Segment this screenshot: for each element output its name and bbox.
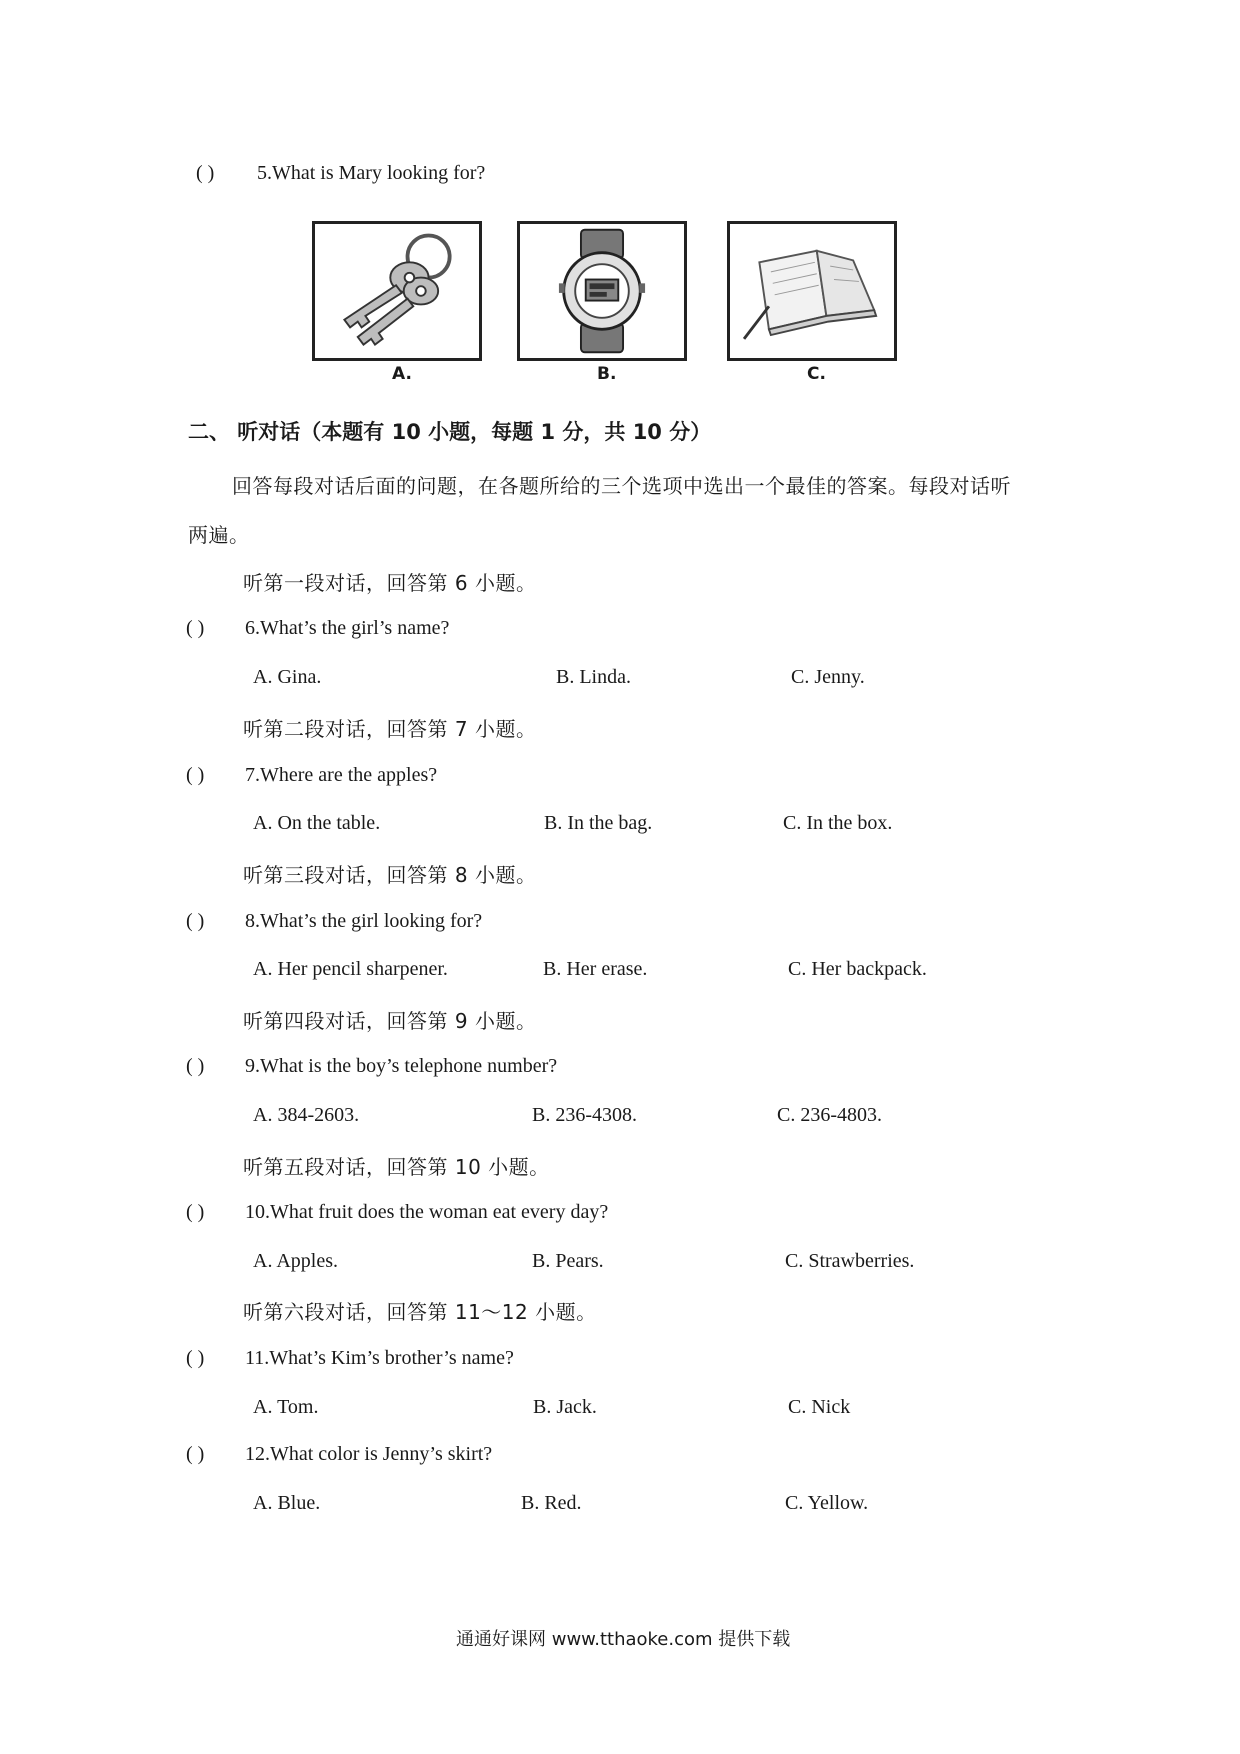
footer-source: 通通好课网 www.tthaoke.com 提供下载 xyxy=(456,1629,791,1650)
picture-c-book xyxy=(727,221,897,361)
question-5-text: 5.What is Mary looking for? xyxy=(257,162,486,184)
keys-icon xyxy=(315,224,479,358)
question-6-option-c: C. Jenny. xyxy=(791,666,865,688)
picture-c-label: C. xyxy=(807,364,826,384)
question-9-text: 9.What is the boy’s telephone number? xyxy=(245,1055,558,1077)
section-2-heading: 二、 听对话（本题有 10 小题，每题 1 分，共 10 分） xyxy=(188,420,712,444)
section-2-instructions-line2: 两遍。 xyxy=(188,523,250,547)
answer-paren-q12: ( ) xyxy=(186,1443,205,1465)
question-6-option-b: B. Linda. xyxy=(556,666,631,688)
question-12-option-a: A. Blue. xyxy=(253,1492,321,1514)
question-11-option-c: C. Nick xyxy=(788,1396,851,1418)
picture-a-label: A. xyxy=(392,364,412,384)
question-9-option-c: C. 236-4803. xyxy=(777,1104,882,1126)
question-8-text: 8.What’s the girl looking for? xyxy=(245,910,483,932)
question-7-option-b: B. In the bag. xyxy=(544,812,653,834)
question-8-option-c: C. Her backpack. xyxy=(788,958,927,980)
answer-paren-q7: ( ) xyxy=(186,764,205,786)
question-8-option-b: B. Her erase. xyxy=(543,958,648,980)
dialogue-6-intro: 听第六段对话，回答第 11～12 小题。 xyxy=(243,1300,597,1324)
question-7-option-c: C. In the box. xyxy=(783,812,893,834)
dialogue-2-intro: 听第二段对话，回答第 7 小题。 xyxy=(243,717,537,741)
watch-icon xyxy=(520,224,684,358)
dialogue-4-intro: 听第四段对话，回答第 9 小题。 xyxy=(243,1009,537,1033)
question-11-option-a: A. Tom. xyxy=(253,1396,319,1418)
question-12-text: 12.What color is Jenny’s skirt? xyxy=(245,1443,493,1465)
question-7-text: 7.Where are the apples? xyxy=(245,764,438,786)
answer-paren-q9: ( ) xyxy=(186,1055,205,1077)
question-6-option-a: A. Gina. xyxy=(253,666,322,688)
question-6-text: 6.What’s the girl’s name? xyxy=(245,617,450,639)
question-10-option-a: A. Apples. xyxy=(253,1250,338,1272)
question-12-option-c: C. Yellow. xyxy=(785,1492,869,1514)
question-9-option-b: B. 236-4308. xyxy=(532,1104,637,1126)
answer-paren-q11: ( ) xyxy=(186,1347,205,1369)
question-12-option-b: B. Red. xyxy=(521,1492,582,1514)
picture-b-label: B. xyxy=(597,364,617,384)
question-8-option-a: A. Her pencil sharpener. xyxy=(253,958,448,980)
question-11-option-b: B. Jack. xyxy=(533,1396,597,1418)
answer-paren-q8: ( ) xyxy=(186,910,205,932)
question-11-text: 11.What’s Kim’s brother’s name? xyxy=(245,1347,514,1369)
question-9-option-a: A. 384-2603. xyxy=(253,1104,360,1126)
answer-paren-q6: ( ) xyxy=(186,617,205,639)
picture-a-keys xyxy=(312,221,482,361)
dialogue-5-intro: 听第五段对话，回答第 10 小题。 xyxy=(243,1155,550,1179)
answer-paren-q10: ( ) xyxy=(186,1201,205,1223)
question-10-option-b: B. Pears. xyxy=(532,1250,604,1272)
section-2-instructions-line1: 回答每段对话后面的问题，在各题所给的三个选项中选出一个最佳的答案。每段对话听 xyxy=(232,474,1011,498)
book-icon xyxy=(730,224,894,358)
dialogue-3-intro: 听第三段对话，回答第 8 小题。 xyxy=(243,863,537,887)
question-7-option-a: A. On the table. xyxy=(253,812,381,834)
dialogue-1-intro: 听第一段对话，回答第 6 小题。 xyxy=(243,571,537,595)
picture-b-watch xyxy=(517,221,687,361)
question-10-option-c: C. Strawberries. xyxy=(785,1250,915,1272)
question-10-text: 10.What fruit does the woman eat every day? xyxy=(245,1201,609,1223)
answer-paren-q5: ( ) xyxy=(196,162,215,184)
